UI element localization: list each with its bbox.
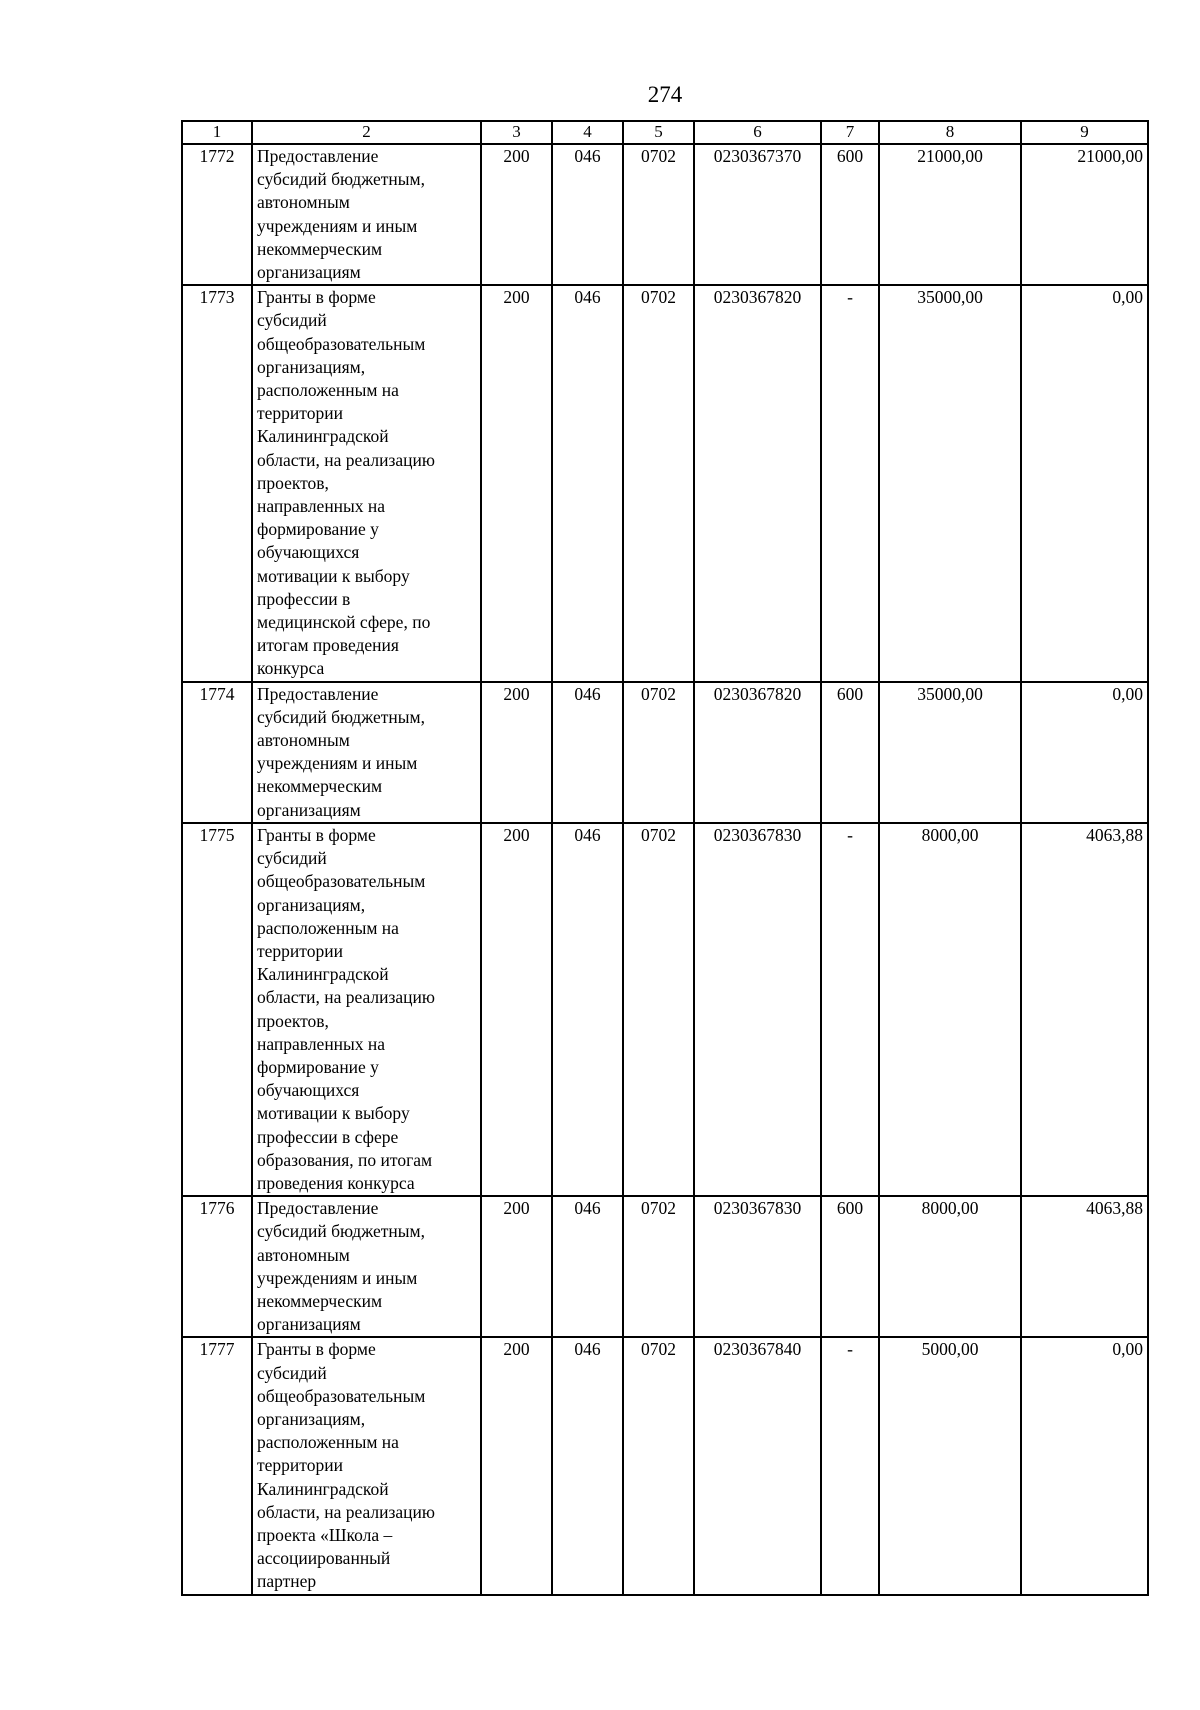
description-line: области, на реализацию (257, 987, 435, 1008)
table-row (182, 682, 1148, 823)
row-description (252, 823, 481, 1196)
row-number: 1776 (182, 1196, 252, 1337)
cell-col-6: 0230367820 (694, 682, 821, 823)
description-line: образования, по итогам (257, 1149, 433, 1170)
cell-col-8: 5000,00 (879, 1337, 1021, 1594)
cell-col-5: 0702 (623, 823, 694, 1196)
description-line: Калининградской (257, 964, 389, 985)
row-number: 1775 (182, 823, 252, 1196)
description-line: формирование у (257, 519, 379, 540)
row-description (252, 682, 481, 823)
description-line: субсидий бюджетным, (257, 169, 425, 190)
description-line: партнер (257, 1571, 317, 1592)
cell-col-5: 0702 (623, 1337, 694, 1594)
cell-col-4: 046 (552, 1337, 623, 1594)
description-line: проектов, (257, 472, 329, 493)
cell-col-7: 600 (821, 144, 879, 285)
page-number: 274 (647, 82, 683, 107)
description-line: субсидий (257, 1362, 327, 1383)
description-line: расположенным на (257, 917, 399, 938)
description-line: субсидий (257, 848, 327, 869)
cell-col-6: 0230367830 (694, 823, 821, 1196)
cell-col-9: 0,00 (1021, 285, 1148, 681)
table-row (182, 144, 1148, 285)
cell-col-7: - (821, 823, 879, 1196)
row-description (252, 1337, 481, 1594)
description-line: некоммерческим (257, 776, 383, 797)
description-line: территории (257, 1455, 343, 1476)
cell-col-3: 200 (481, 1196, 552, 1337)
description-line: автономным (257, 192, 350, 213)
cell-col-4: 046 (552, 823, 623, 1196)
description-line: общеобразовательным (257, 1385, 426, 1406)
row-number: 1773 (182, 285, 252, 681)
description-line: проектов, (257, 1010, 329, 1031)
description-line: организациям, (257, 356, 366, 377)
cell-col-4: 046 (552, 682, 623, 823)
cell-col-6: 0230367830 (694, 1196, 821, 1337)
column-header: 6 (694, 121, 821, 144)
cell-col-6: 0230367370 (694, 144, 821, 285)
cell-col-7: 600 (821, 1196, 879, 1337)
description-line: Калининградской (257, 1478, 389, 1499)
description-line: области, на реализацию (257, 449, 435, 470)
column-header: 3 (481, 121, 552, 144)
description-line: субсидий бюджетным, (257, 706, 425, 727)
description-line: итогам проведения (257, 635, 399, 656)
cell-col-3: 200 (481, 144, 552, 285)
cell-col-7: 600 (821, 682, 879, 823)
column-header: 7 (821, 121, 879, 144)
description-line: общеобразовательным (257, 333, 426, 354)
description-line: Гранты в форме (257, 287, 376, 308)
description-line: Гранты в форме (257, 1339, 376, 1360)
description-line: расположенным на (257, 1432, 399, 1453)
cell-col-6: 0230367820 (694, 285, 821, 681)
description-line: автономным (257, 730, 350, 751)
cell-col-8: 35000,00 (879, 682, 1021, 823)
row-number: 1777 (182, 1337, 252, 1594)
row-description (252, 285, 481, 681)
cell-col-5: 0702 (623, 285, 694, 681)
description-line: Предоставление (257, 1198, 379, 1219)
cell-col-7: - (821, 1337, 879, 1594)
description-line: общеобразовательным (257, 871, 426, 892)
description-line: организациям, (257, 894, 366, 915)
description-line: учреждениям и иным (257, 753, 418, 774)
description-line: расположенным на (257, 380, 399, 401)
description-line: обучающихся (257, 542, 360, 563)
description-line: учреждениям и иным (257, 1267, 418, 1288)
cell-col-3: 200 (481, 682, 552, 823)
cell-col-9: 4063,88 (1021, 1196, 1148, 1337)
description-line: профессии в (257, 588, 351, 609)
row-number: 1774 (182, 682, 252, 823)
description-line: направленных на (257, 1033, 386, 1054)
cell-col-5: 0702 (623, 1196, 694, 1337)
description-line: субсидий бюджетным, (257, 1221, 425, 1242)
description-line: Гранты в форме (257, 824, 376, 845)
description-line: конкурса (257, 658, 325, 679)
description-line: Предоставление (257, 146, 379, 166)
row-description (252, 144, 481, 285)
cell-col-9: 4063,88 (1021, 823, 1148, 1196)
cell-col-8: 35000,00 (879, 285, 1021, 681)
cell-col-4: 046 (552, 285, 623, 681)
description-line: некоммерческим (257, 1290, 383, 1311)
cell-col-9: 0,00 (1021, 1337, 1148, 1594)
cell-col-5: 0702 (623, 682, 694, 823)
column-header: 8 (879, 121, 1021, 144)
description-line: субсидий (257, 310, 327, 331)
description-line: направленных на (257, 496, 386, 517)
description-line: территории (257, 940, 343, 961)
description-line: ассоциированный (257, 1548, 391, 1569)
description-line: мотивации к выбору (257, 565, 410, 586)
cell-col-8: 8000,00 (879, 1196, 1021, 1337)
description-line: мотивации к выбору (257, 1103, 410, 1124)
description-line: медицинской сфере, по (257, 612, 431, 633)
cell-col-7: - (821, 285, 879, 681)
description-line: организациям, (257, 1408, 366, 1429)
column-header: 9 (1021, 121, 1148, 144)
table-row (182, 1337, 1148, 1594)
description-line: проведения конкурса (257, 1172, 415, 1193)
cell-col-9: 0,00 (1021, 682, 1148, 823)
cell-col-3: 200 (481, 1337, 552, 1594)
column-header: 5 (623, 121, 694, 144)
description-line: организациям (257, 262, 361, 283)
description-line: Предоставление (257, 683, 379, 704)
description-line: организациям (257, 1314, 361, 1335)
description-line: формирование у (257, 1056, 379, 1077)
row-description (252, 1196, 481, 1337)
column-header: 4 (552, 121, 623, 144)
description-line: Калининградской (257, 426, 389, 447)
description-line: проекта «Школа – (257, 1524, 393, 1545)
header-row (182, 121, 1148, 144)
row-number: 1772 (182, 144, 252, 285)
cell-col-8: 8000,00 (879, 823, 1021, 1196)
table-body (182, 144, 1148, 1595)
description-line: области, на реализацию (257, 1501, 435, 1522)
budget-table (181, 120, 1149, 1596)
cell-col-4: 046 (552, 144, 623, 285)
description-line: профессии в сфере (257, 1126, 399, 1147)
table-row (182, 285, 1148, 681)
description-line: территории (257, 403, 343, 424)
cell-col-6: 0230367840 (694, 1337, 821, 1594)
cell-col-4: 046 (552, 1196, 623, 1337)
column-header: 2 (252, 121, 481, 144)
description-line: некоммерческим (257, 238, 383, 259)
cell-col-3: 200 (481, 285, 552, 681)
cell-col-9: 21000,00 (1021, 144, 1148, 285)
cell-col-3: 200 (481, 823, 552, 1196)
description-line: автономным (257, 1244, 350, 1265)
cell-col-5: 0702 (623, 144, 694, 285)
description-line: обучающихся (257, 1080, 360, 1101)
description-line: организациям (257, 799, 361, 820)
cell-col-8: 21000,00 (879, 144, 1021, 285)
table-row (182, 823, 1148, 1196)
table-row (182, 1196, 1148, 1337)
column-header: 1 (182, 121, 252, 144)
description-line: учреждениям и иным (257, 215, 418, 236)
